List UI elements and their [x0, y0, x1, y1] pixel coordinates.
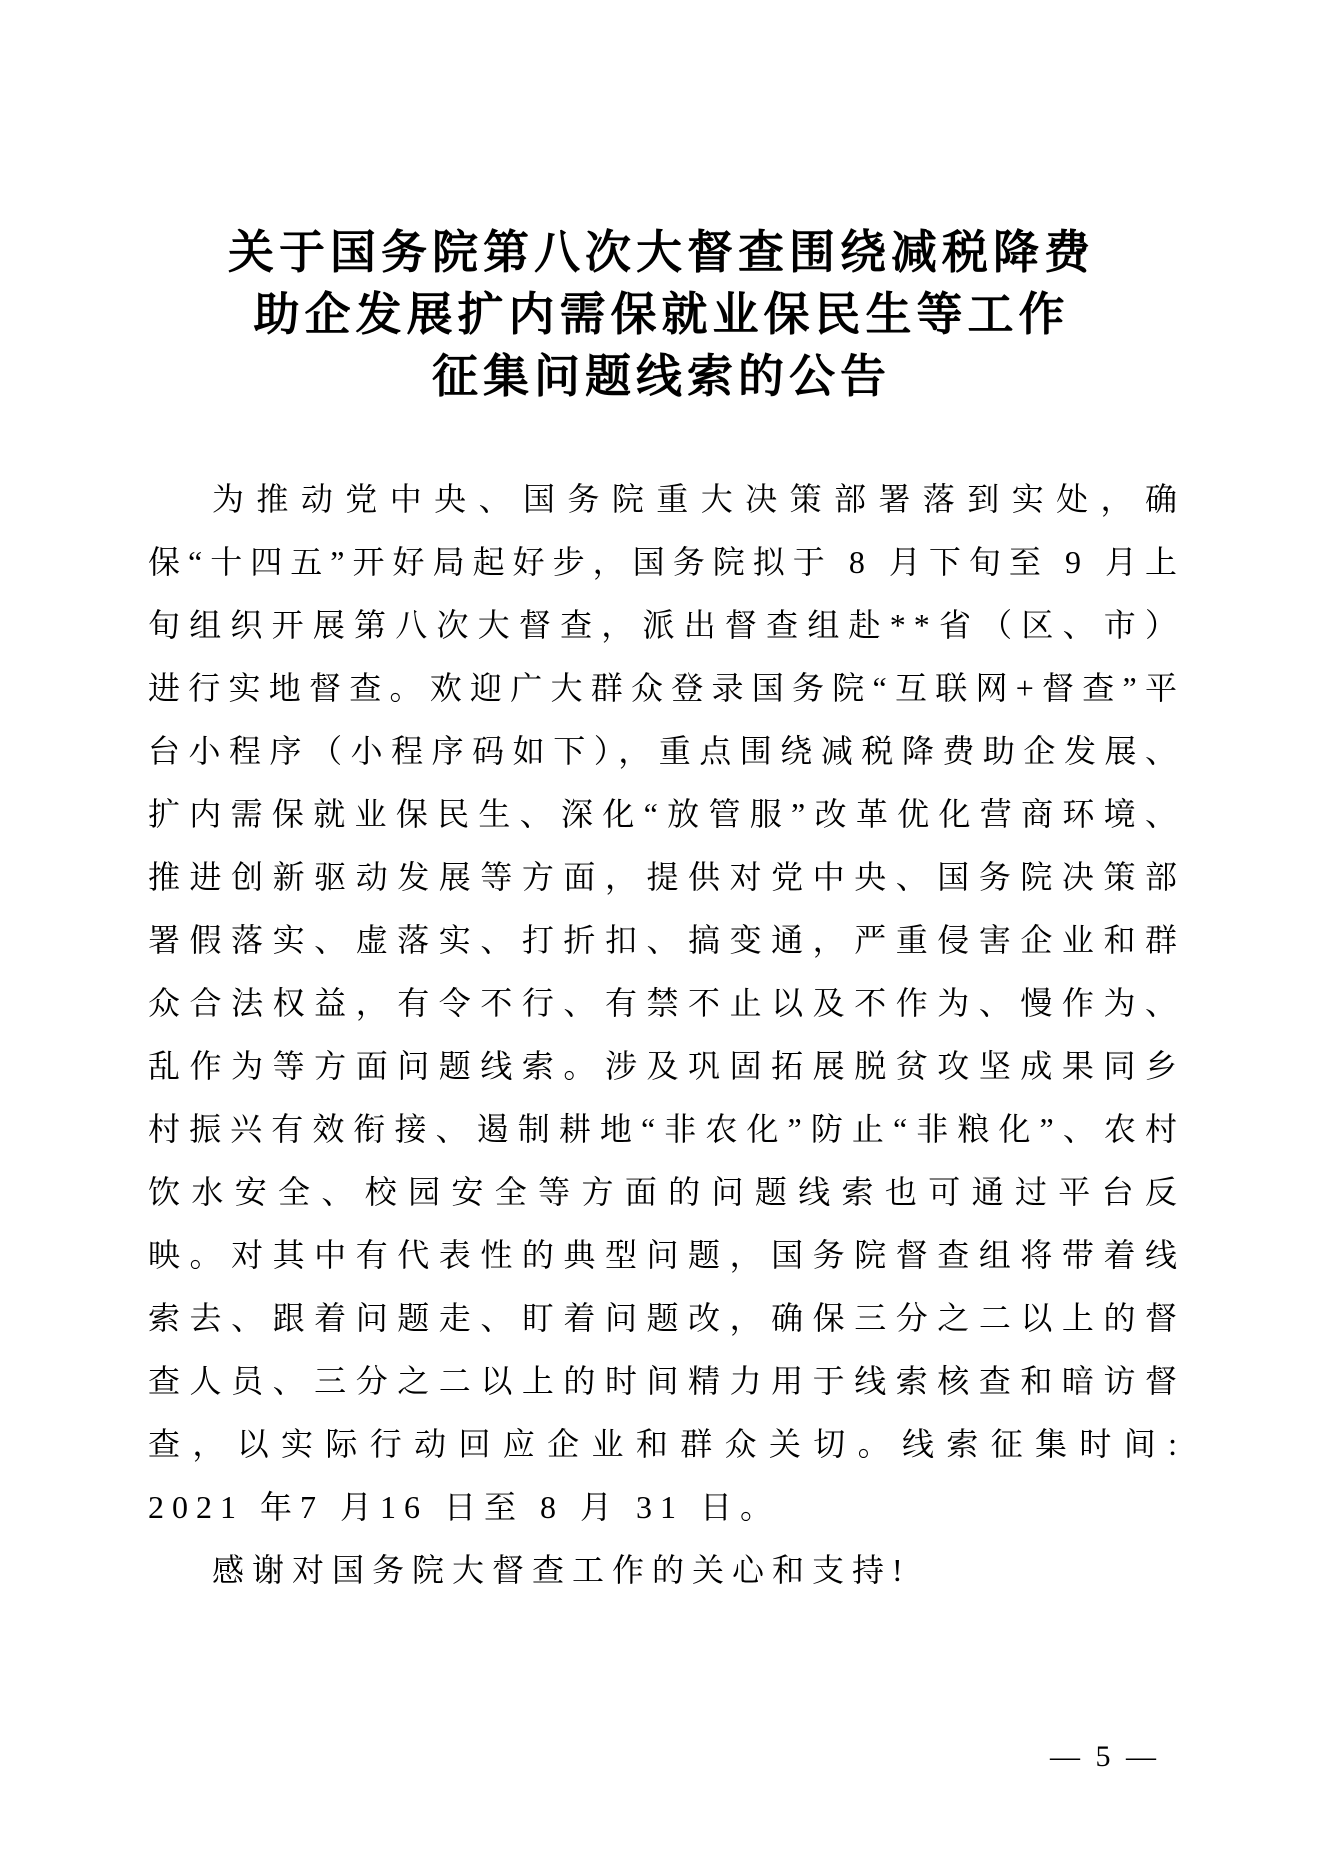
document-title-line-1: 关于国务院第八次大督查围绕减税降费 — [228, 227, 1095, 278]
document-title-line-2: 助企发展扩内需保就业保民生等工作 — [253, 289, 1070, 340]
document-title-line-3: 征集问题线索的公告 — [432, 351, 891, 402]
body-paragraph-main: 为推动党中央、国务院重大决策部署落到实处，确保“十四五”开好局起好步，国务院拟于 8 月下旬至 9 月上旬组织开展第八次大督查，派出督查组赴**省（区、市）进行实地督查。欢迎广大群众登录国务院“互联网+督查”平台小程序（小程序码如下），重点围绕减税降费助企发展、扩内需保就业保民生、深化“放管服”改革优化营商环境、推进创新驱动发展等方面，提供对党中央、国务院决策部署假落实、虚落实、打折扣、搞变通，严重侵害企业和群众合法权益，有令不行、有禁不止以及不作为、慢作为、乱作为等方面问题线索。涉及巩固拓展脱贫攻坚成果同乡村振兴有效衔接、遏制耕地“非农化”防止“非粮化”、农村饮水安全、校园安全等方面的问题线索也可通过平台反映。对其中有代表性的典型问题，国务院督查组将带着线索去、跟着问题走、盯着问题改，确保三分之二以上的督查人员、三分之二以上的时间精力用于线索核查和暗访督查，以实际行动回应企业和群众关切。线索征集时间: 2021 年7 月16 日至 8 月 31 日。 — [148, 481, 1185, 1525]
body-paragraph-thanks: 感谢对国务院大督查工作的关心和支持! — [212, 1552, 911, 1588]
document-body — [148, 468, 1185, 1602]
page-number: — 5 — — [1050, 1740, 1160, 1773]
document-title — [0, 0, 1323, 408]
